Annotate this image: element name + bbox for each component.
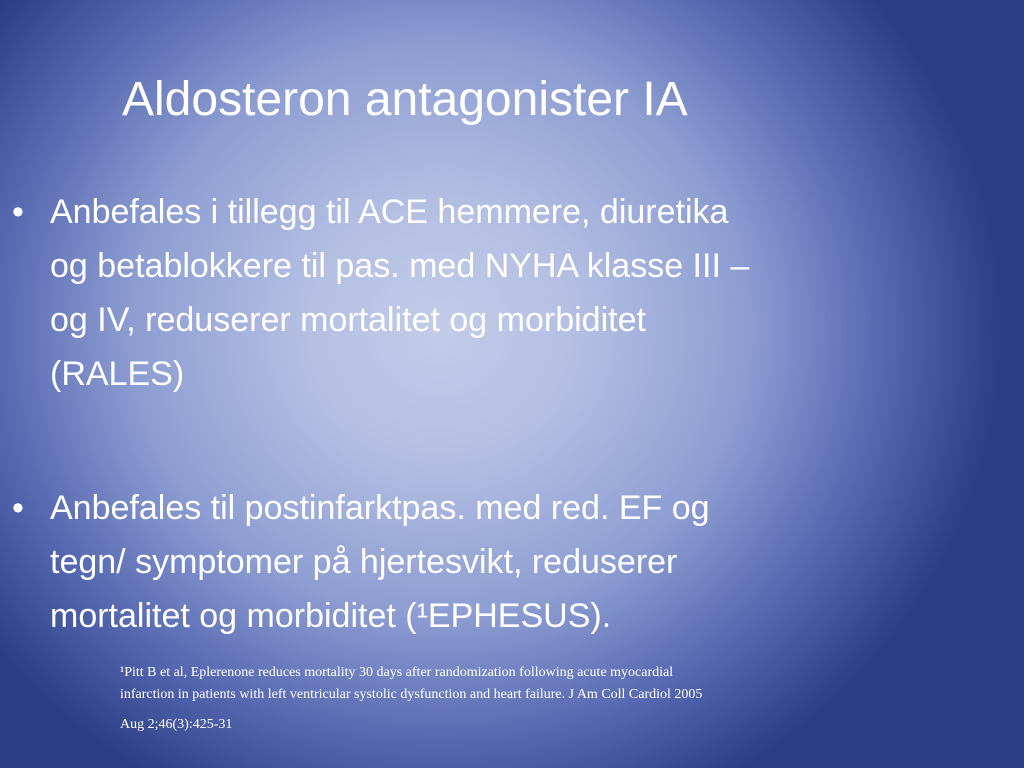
bullet-text-line: mortalitet og morbiditet (¹EPHESUS). [50, 597, 612, 635]
footnote-line: ¹Pitt B et al, Eplerenone reduces mortality 30 days after randomization following acute myocardial [120, 665, 674, 680]
bullet-list [0, 185, 1000, 643]
bullet-text-line: (RALES) [50, 355, 185, 393]
footnote-line: infarction in patients with left ventricular systolic dysfunction and heart failure. J Am Coll Cardiol 2005 [120, 687, 703, 702]
bullet-marker: • [12, 193, 24, 231]
bullet-text-line: Anbefales i tillegg til ACE hemmere, diuretika [50, 193, 729, 231]
bullet-text-line: og betablokkere til pas. med NYHA klasse III – [50, 247, 750, 285]
slide-title: Aldosteron antagonister IA [122, 73, 688, 126]
bullet-text-line: Anbefales til postinfarktpas. med red. EF og [50, 489, 710, 527]
footnote-reference [120, 662, 702, 736]
bullet-item [0, 481, 1000, 643]
bullet-marker: • [12, 489, 24, 527]
footnote-line: Aug 2;46(3):425-31 [120, 717, 233, 732]
bullet-item [0, 185, 1000, 401]
bullet-text-line: og IV, reduserer mortalitet og morbiditet [50, 301, 646, 339]
bullet-text-line: tegn/ symptomer på hjertesvikt, reduserer [50, 543, 678, 581]
